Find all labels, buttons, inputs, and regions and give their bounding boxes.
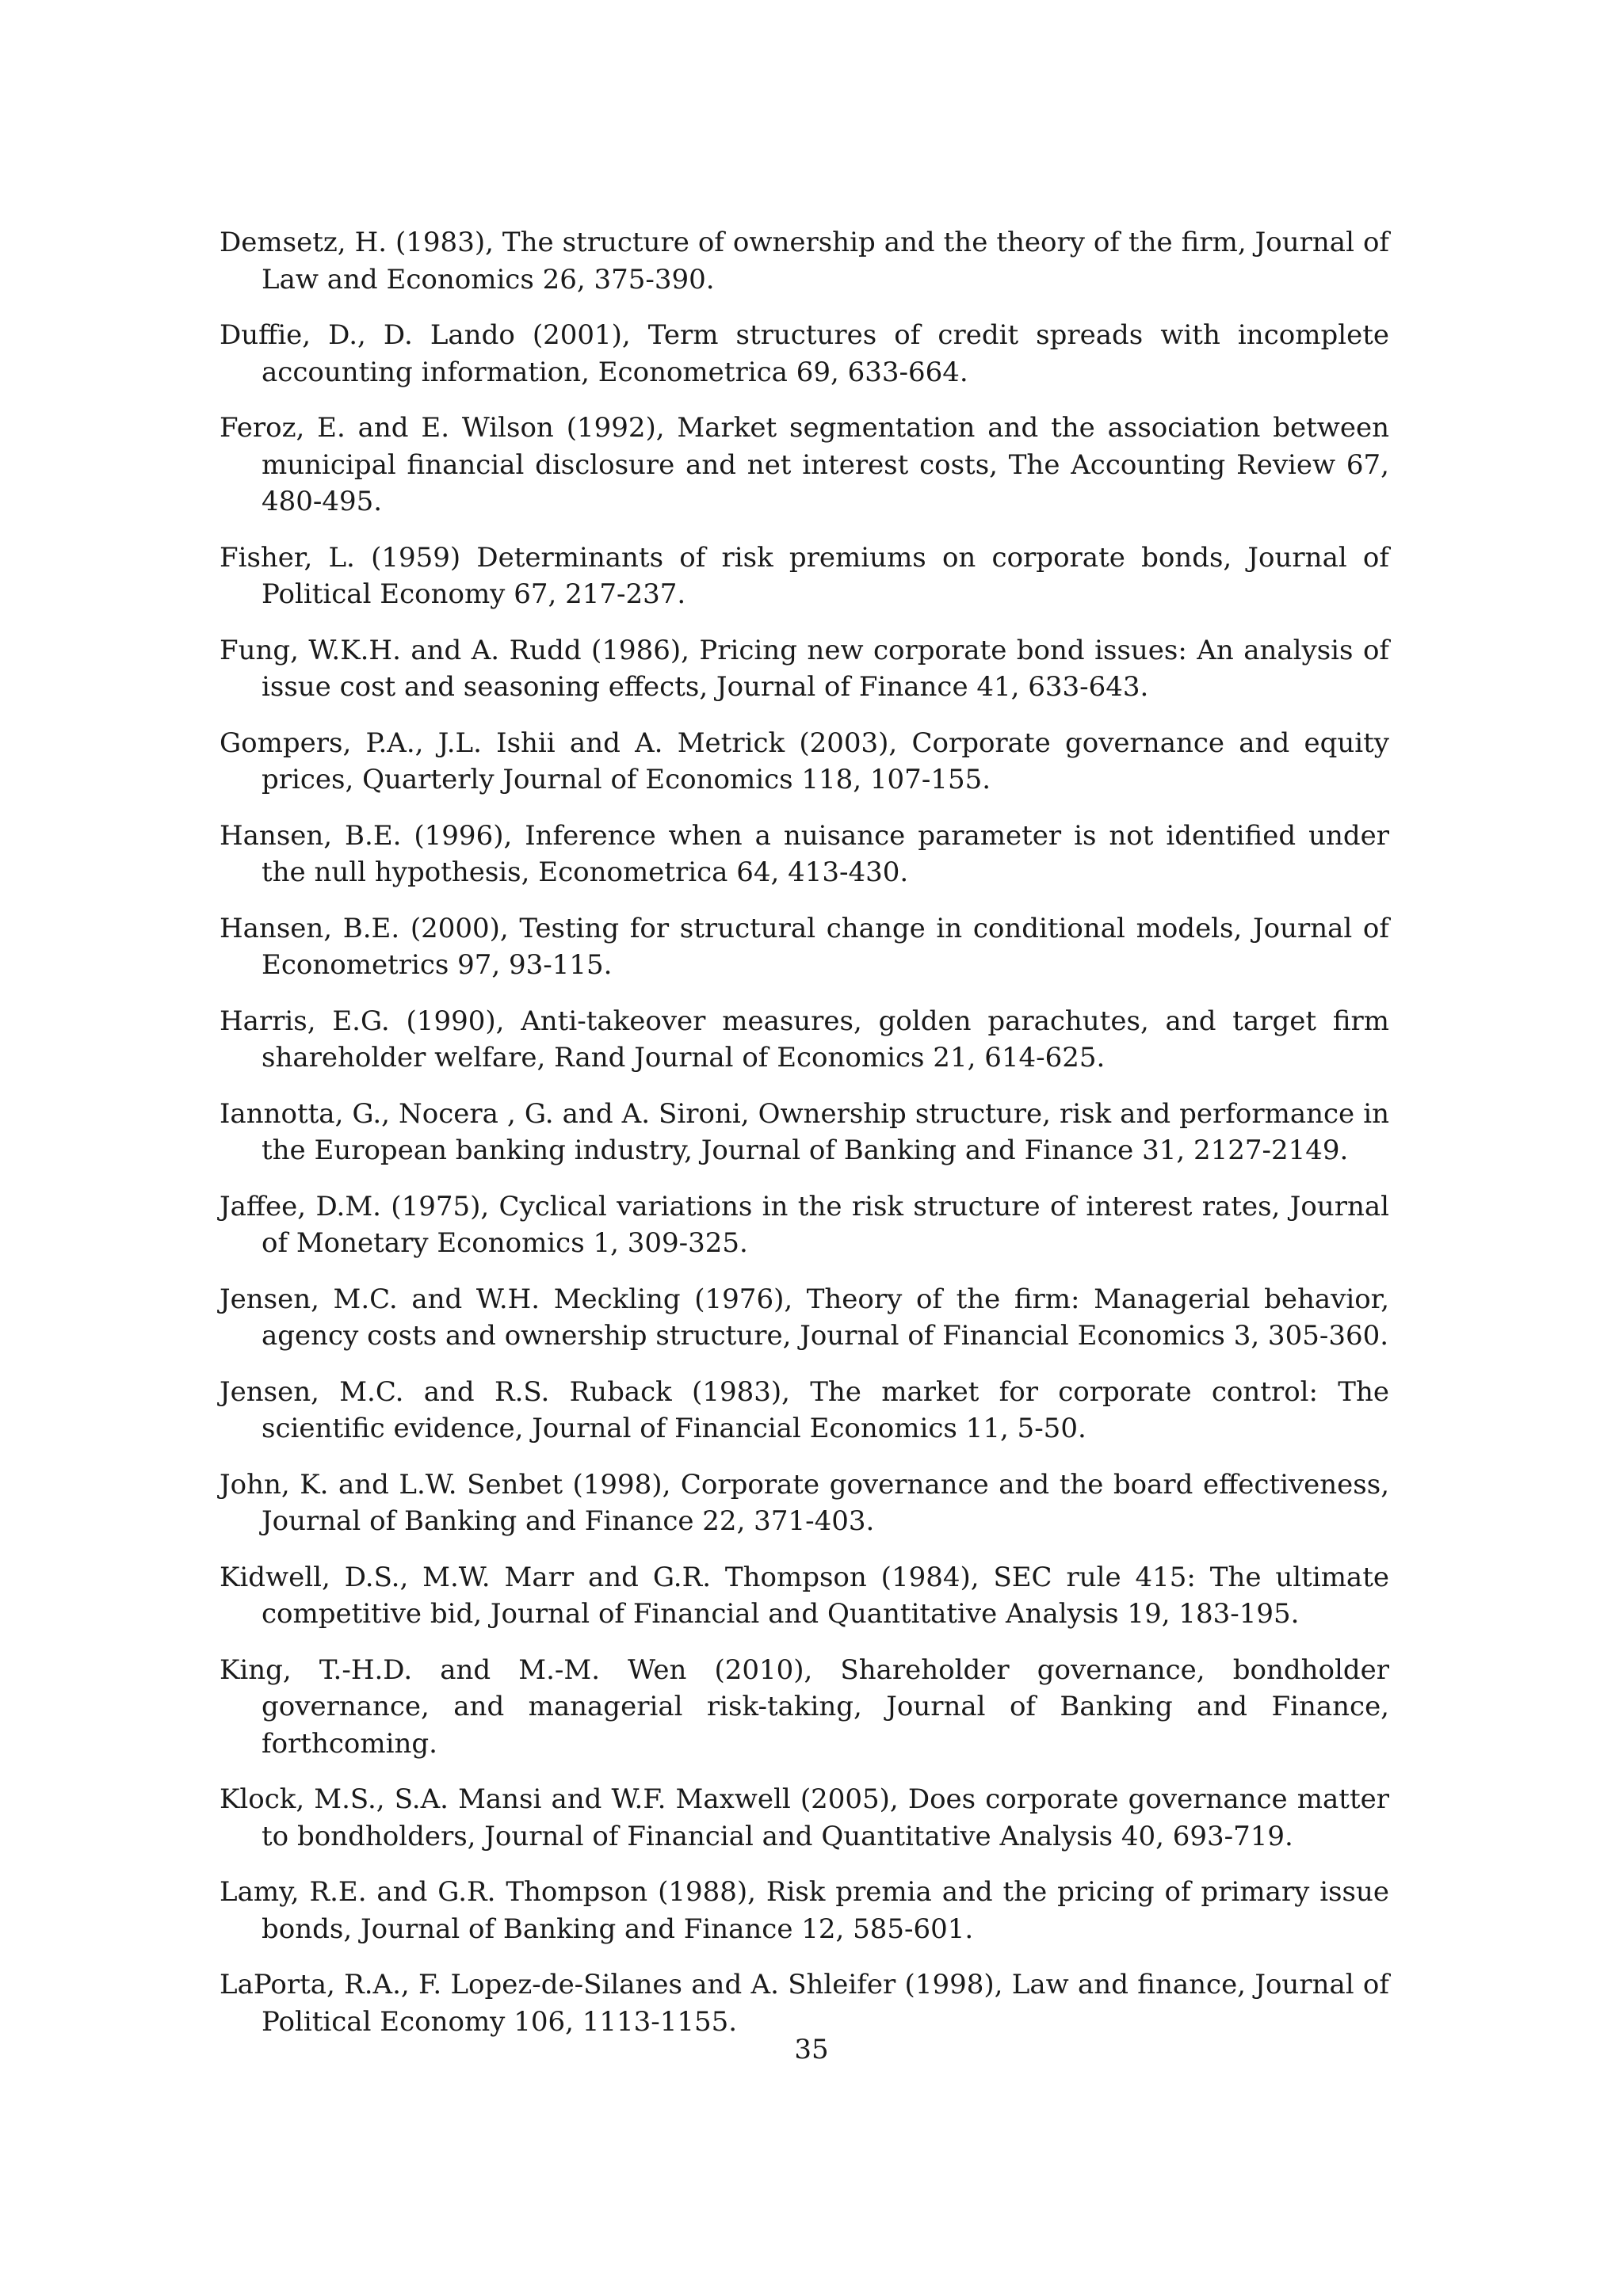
reference-entry: Iannotta, G., Nocera , G. and A. Sironi, Ownership structure, risk and performance in the European banking industry, Journal of Banking and Finance 31, 2127-2149.	[220, 1097, 1389, 1166]
page-number: 35	[794, 2034, 829, 2065]
reference-entry: Demsetz, H. (1983), The structure of ownership and the theory of the firm, Journal of Law and Economics 26, 375-390.	[220, 227, 1389, 296]
reference-entry: Kidwell, D.S., M.W. Marr and G.R. Thompson (1984), SEC rule 415: The ultimate competitive bid, Journal of Financial and Quantitative Analysis 19, 183-195.	[220, 1561, 1389, 1630]
reference-entry: Feroz, E. and E. Wilson (1992), Market segmentation and the association between municipal financial disclosure and net interest costs, The Accounting Review 67, 480-495.	[220, 412, 1389, 517]
reference-list	[220, 224, 1389, 2040]
reference-entry: Fisher, L. (1959) Determinants of risk premiums on corporate bonds, Journal of Political Economy 67, 217-237.	[220, 541, 1389, 610]
reference-entry: King, T.-H.D. and M.-M. Wen (2010), Shareholder governance, bondholder governance, and managerial risk-taking, Journal of Banking and Finance, forthcoming.	[220, 1653, 1389, 1760]
page-body	[220, 224, 1389, 2059]
reference-entry: Hansen, B.E. (2000), Testing for structural change in conditional models, Journal of Econometrics 97, 93-115.	[220, 912, 1389, 981]
reference-entry: LaPorta, R.A., F. Lopez-de-Silanes and A. Shleifer (1998), Law and finance, Journal of Political Economy 106, 1113-1155.	[220, 1969, 1389, 2038]
reference-entry: Hansen, B.E. (1996), Inference when a nuisance parameter is not identified under the null hypothesis, Econometrica 64, 413-430.	[220, 819, 1389, 888]
reference-entry: Jensen, M.C. and R.S. Ruback (1983), The market for corporate control: The scientific evidence, Journal of Financial Economics 11, 5-50.	[220, 1375, 1389, 1444]
reference-entry: Jensen, M.C. and W.H. Meckling (1976), Theory of the firm: Managerial behavior, agency costs and ownership structure, Journal of Financial Economics 3, 305-360.	[220, 1283, 1389, 1352]
reference-entry: Duffie, D., D. Lando (2001), Term structures of credit spreads with incomplete accounting information, Econometrica 69, 633-664.	[220, 319, 1389, 388]
reference-entry: John, K. and L.W. Senbet (1998), Corporate governance and the board effectiveness, Journal of Banking and Finance 22, 371-403.	[220, 1468, 1389, 1537]
reference-entry: Gompers, P.A., J.L. Ishii and A. Metrick (2003), Corporate governance and equity prices, Quarterly Journal of Economics 118, 107-155.	[220, 727, 1389, 795]
reference-entry: Lamy, R.E. and G.R. Thompson (1988), Risk premia and the pricing of primary issue bonds, Journal of Banking and Finance 12, 585-601.	[220, 1876, 1389, 1945]
reference-entry: Fung, W.K.H. and A. Rudd (1986), Pricing new corporate bond issues: An analysis of issue cost and seasoning effects, Journal of Finance 41, 633-643.	[220, 634, 1389, 703]
reference-entry: Klock, M.S., S.A. Mansi and W.F. Maxwell (2005), Does corporate governance matter to bondholders, Journal of Financial and Quantitative Analysis 40, 693-719.	[220, 1783, 1389, 1852]
reference-entry: Jaffee, D.M. (1975), Cyclical variations in the risk structure of interest rates, Journal of Monetary Economics 1, 309-325.	[220, 1190, 1389, 1259]
reference-entry: Harris, E.G. (1990), Anti-takeover measures, golden parachutes, and target firm shareholder welfare, Rand Journal of Economics 21, 614-625.	[220, 1005, 1389, 1074]
